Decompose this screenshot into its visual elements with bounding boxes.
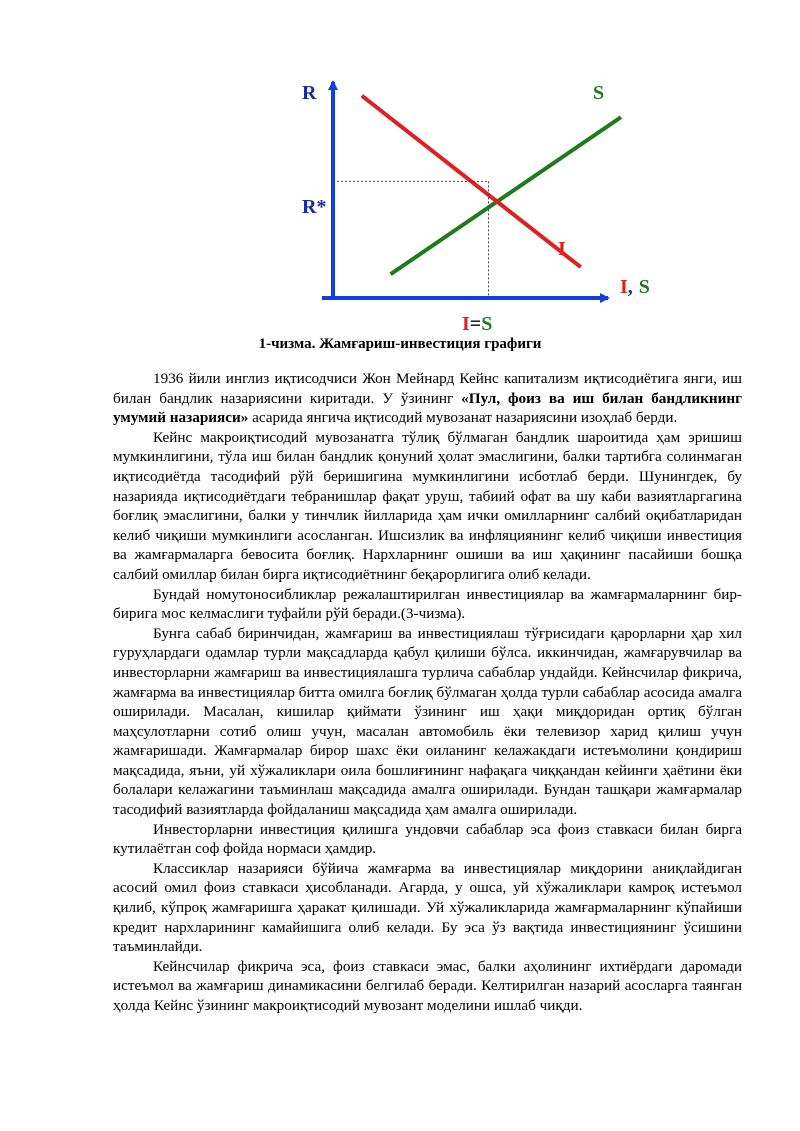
p1-text-a: 1936 йили инглиз иқтисодчиси Жон Мейнард Кейнс капитализм иқтисодиётига янги, иш билан бандлик назариясини киритади. У ўзининг: [113, 370, 742, 407]
guide-layer: [333, 181, 489, 298]
figure-caption: 1-чизма. Жамғариш-инвестиция графиги: [258, 336, 542, 352]
series-line-s: [391, 117, 621, 274]
eq-label-i: I: [462, 313, 470, 335]
x-axis-label-s: S: [638, 276, 650, 298]
paragraph-2: Кейнс макроиқтисодий мувозанатга тўлиқ бўлмаган бандлик шароитида ҳам эришиш мумкинлигини, тўла иш билан бандлик қонуний ҳолат эмаслигини, балки тартибга солинмаган иқтисодиётда тасодифий рўй беришигина мумкинлигини исботлаб берди. Шунингдек, бу назарияда иқтисодиётдаги тебранишлар фақат уруш, табиий офат ва шу каби вазиятларгагина боғлиқ эмаслигини, балки у тинчлик йилларида ҳам ички омилларнинг салбий оқибатларидан келиб чиқиши мумкинлиги асосланган. Ишсизлик ва инфляциянинг келиб чиқиши инвестиция ва жамғармаларга бевосита боғлиқ. Нархларнинг ошиши ва иш ҳақининг пасайиши бошқа салбий омиллар билан бирга иқтисодиётнинг беқарорлигига олиб келади.: [113, 428, 742, 583]
series-i-label: I: [558, 238, 566, 260]
x-axis-label: [620, 276, 650, 298]
x-axis-label-sep: ,: [627, 276, 633, 298]
x-axis-label-i: I: [620, 276, 628, 298]
paragraph-6: Классиклар назарияси бўйича жамғарма ва инвестициялар миқдорини аниқлайдиган асосий омил фоиз ставкаси ҳисобланади. Агарда, у ошса, уй хўжаликлари камроқ истеъмол қилиб, кўпроқ жамғаришга ҳаракат қилишади. Уй хўжаликларида жамғармаларнинг кўпайиши кредит нархларининг камайишига олиб келади. Бу эса ўз вақтида инвестициянинг ўсишини таъминлайди.: [113, 859, 742, 956]
paragraph-5: Инвесторларни инвестиция қилишга ундовчи сабаблар эса фоиз ставкаси билан бирга кутилаётган соф фойда нормаси ҳамдир.: [113, 820, 742, 858]
body-text: [113, 369, 742, 1016]
paragraph-1: [113, 369, 742, 428]
equilibrium-rate-label: R*: [302, 196, 327, 218]
y-axis-label: R: [302, 82, 317, 104]
series-s-label: S: [593, 82, 605, 104]
p1-text-c: асарида янгича иқтисодий мувозанат назариясини изоҳлаб берди.: [248, 409, 678, 427]
equilibrium-label: [462, 313, 492, 335]
eq-label-sign: =: [469, 313, 482, 335]
savings-investment-chart: [0, 0, 800, 340]
paragraph-4: Бунга сабаб биринчидан, жамғариш ва инвестициялаш тўғрисидаги қарорларни ҳар хил гуруҳлардаги одамлар турли мақсадларда қабул қилиши бўлса. иккинчидан, жамғарувчилар ва инвесторларни жамғариш ва инвестициялашга турлича сабаблар ундайди. Кейнсчилар фикрича, жамғарма ва инвестициялар битта омилга боғлиқ бўлмаган ҳолда турли сабаблар асосида амалга оширилади. Масалан, кишилар қиймати ўзининг иш ҳақи миқдоридан ортиқ бўлган маҳсулотларни сотиб олиш учун, масалан автомобиль ёки телевизор харид қилиш учун жамғаришади. Жамғармалар бирор шахс ёки оиланинг келажакдаги истеъмолини қондириш мақсадида, яъни, уй хўжаликлари оила бошлиғининг нафақага чиққандан кейинги ҳаётини ёки болалари келажагини таъминлаш мақсадида амалга оширилади. Бундан ташқари жамғармалар тасодифий вазиятларда фойдаланиш мақсадида ҳам амалга оширилади.: [113, 624, 742, 819]
paragraph-3: Бундай номутоносибликлар режалаштирилган инвестициялар ва жамғармаларнинг бир-бирига мос келмаслиги туфайли рўй беради.(3-чизма).: [113, 585, 742, 623]
paragraph-7: Кейнсчилар фикрича эса, фоиз ставкаси эмас, балки аҳолининг ихтиёрдаги даромади истеъмол ва жамғариш динамикасини белгилаб беради. Келтирилган назарий асосларга таянган ҳолда Кейнс ўзининг макроиқтисодий мувозант моделини ишлаб чиқди.: [113, 957, 742, 1014]
eq-label-s: S: [481, 313, 493, 335]
series-layer: [362, 96, 621, 275]
book-title: «Пул, фоиз ва иш билан бандликнинг умумий назарияси»: [113, 389, 743, 427]
